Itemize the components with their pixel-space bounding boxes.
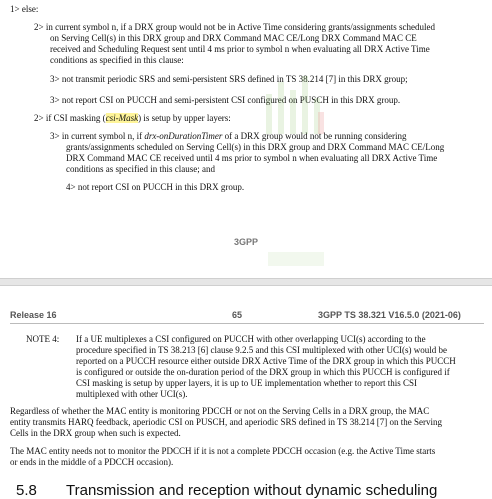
bullet-2a-line: conditions as specified in this clause: — [50, 55, 184, 65]
page-separator — [0, 278, 492, 286]
note-line: multiplexed with other UCI(s). — [76, 389, 188, 399]
bullet-2a-line: 2> in current symbol n, if a DRX group would not be in Active Time considering grants/assignments scheduled — [34, 22, 436, 32]
bottom-page — [0, 286, 492, 499]
bullet-3c-line: DRX Command MAC CE received until 4 ms prior to symbol n when evaluating all DRX Active Time — [66, 153, 438, 163]
csi-mask-highlight: csi-Mask — [105, 113, 139, 123]
section-title: Transmission and reception without dynamic scheduling — [66, 482, 438, 499]
csi-masking-suffix: ) is setup by upper layers: — [138, 113, 231, 123]
section-number: 5.8 — [16, 482, 37, 499]
paragraph-line: The MAC entity needs not to monitor the PDCCH if it is not a complete PDCCH occasion (e.g. the Active Time starts — [10, 446, 436, 456]
csi-masking-prefix: 2> if CSI masking ( — [34, 113, 106, 123]
bullet-3c-first-line — [50, 131, 407, 142]
header-rule — [10, 323, 484, 324]
bullet-3c-line: conditions as specified in this clause; and — [66, 164, 215, 174]
bullet-2-csi-masking — [34, 113, 231, 124]
paragraph-line: Regardless of whether the MAC entity is monitoring PDCCH or not on the Serving Cells in a DRX group, the MAC — [10, 406, 430, 416]
bullet-3c-line: grants/assignments scheduled on Serving Cell(s) in this DRX group and DRX Command MAC CE/Long — [66, 142, 445, 152]
note-line: CSI masking is setup by upper layers, it is up to UE implementation whether to report this CSI — [76, 378, 417, 388]
note-line: procedure specified in TS 38.213 [6] clause 9.2.5 and this CSI multiplexed with other UCI(s) would be — [76, 345, 448, 355]
bullet-3-srs: 3> not transmit periodic SRS and semi-persistent SRS defined in TS 38.214 [7] in this DRX group; — [50, 74, 408, 84]
note-line: is configured or outside the on-duration period of the DRX group in which this PUCCH is configured if — [76, 367, 450, 377]
header-page-number: 65 — [232, 310, 243, 320]
paragraph-line: Cells in the DRX group when such is expected. — [10, 428, 181, 438]
header-release: Release 16 — [10, 310, 57, 320]
note-label: NOTE 4: — [26, 334, 60, 344]
bullet-3c-rest: of a DRX group would not be running considering — [222, 131, 407, 141]
paragraph-line: entity transmits HARQ feedback, aperiodic CSI on PUSCH, and aperiodic SRS defined in TS 38.214 [7] on the Serving — [10, 417, 443, 427]
else-label: 1> else: — [10, 4, 39, 14]
section-heading — [16, 482, 437, 499]
bullet-3-csi: 3> not report CSI on PUCCH and semi-persistent CSI configured on PUSCH in this DRX group. — [50, 95, 401, 105]
paragraph-line: or ends in the middle of a PDCCH occasion). — [10, 457, 174, 467]
bullet-4-csi: 4> not report CSI on PUCCH in this DRX group. — [66, 182, 245, 192]
page-footer-3gpp: 3GPP — [233, 237, 258, 247]
bullet-2a-line: on Serving Cell(s) in this DRX group and DRX Command MAC CE/Long DRX Command MAC CE — [50, 33, 417, 43]
header-spec: 3GPP TS 38.321 V16.5.0 (2021-06) — [318, 310, 461, 320]
note-line: If a UE multiplexes a CSI configured on PUCCH with other overlapping UCI(s) according to the — [76, 334, 426, 344]
drx-on-duration-timer-term: drx-onDurationTimer — [144, 131, 223, 141]
watermark-overlay — [258, 72, 338, 282]
note-line: reported on a PUCCH resource either outside DRX Active Time of the DRX group in which this PUCCH — [76, 356, 456, 366]
bullet-3c-prefix: 3> in current symbol n, if — [50, 131, 145, 141]
bullet-2a-line: received and Scheduling Request sent until 4 ms prior to symbol n when evaluating all DRX Active Time — [50, 44, 430, 54]
